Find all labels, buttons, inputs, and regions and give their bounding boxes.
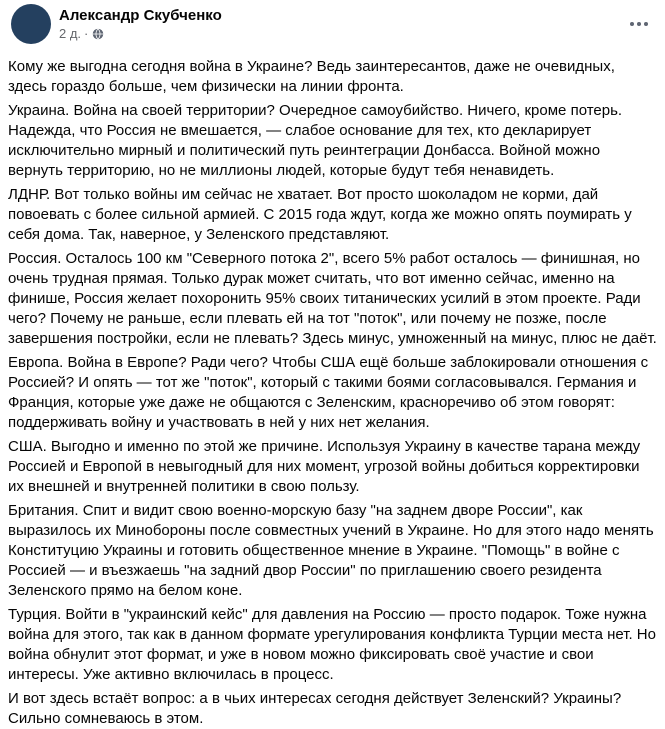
- author-avatar[interactable]: [11, 4, 51, 44]
- post-meta: [59, 26, 222, 42]
- ellipsis-dot: [630, 22, 634, 26]
- post-paragraph: Россия. Осталось 100 км "Северного потока 2", всего 5% работ осталось — финишная, но очень трудная прямая. Только дурак может считать, что вот именно сейчас, именно на финише, Россия желает похоронить 95% своих титанических усилий в этом проекте. Ради чего? Почему не раньше, если плевать ей на тот "поток", или почему не позже, после завершения постройки, если не плевать? Здесь минус, умноженный на минус, плюс не даёт.: [8, 250, 657, 347]
- globe-icon: [92, 28, 104, 40]
- post-paragraph: Британия. Спит и видит свою военно-морскую базу "на заднем дворе России", как выразилось их Минобороны после совместных учений в Украине. Но для этого надо менять Конституцию Украины и готовить общественное мнение в Украине. "Помощь" в войне с Россией — и въезжаешь "на задний двор России" по приглашению своего резидента Зеленского прямо на белом коне.: [8, 502, 654, 599]
- post-paragraph: Украина. Война на своей территории? Очередное самоубийство. Ничего, кроме потерь. Надежда, что Россия не вмешается, — слабое основание для тех, кто декларирует исключительно мирный и политический путь реинтеграции Донбасса. Войной можно вернуть территорию, но не миллионы людей, которые будут тебя ненавидеть.: [8, 102, 623, 179]
- post-paragraph: Турция. Войти в "украинский кейс" для давления на Россию — просто подарок. Тоже нужна война для этого, так как в данном формате урегулирования конфликта Турции места нет. Но война обнулит этот формат, и уже в новом можно фиксировать своё участие и свои интересы. Уже активно включилась в процесс.: [8, 606, 656, 683]
- post-paragraph: Европа. Война в Европе? Ради чего? Чтобы США ещё больше заблокировали отношения с Россией? И опять — тот же "поток", который с такими боями согласовывался. Германия и Франция, которые уже даже не общаются с Зеленским, красноречиво об этом говорят: поддерживать войну и участвовать в ней у них нет желания.: [8, 354, 649, 431]
- post-header-texts: [59, 4, 222, 42]
- post-paragraph: США. Выгодно и именно по этой же причине. Используя Украину в качестве тарана между Россией и Европой в невыгодный для них момент, угрозой войны добиться корректировки их внешней и внутренней политики в свою пользу.: [8, 438, 641, 495]
- ellipsis-dot: [637, 22, 641, 26]
- post-header: [0, 0, 665, 52]
- post-timestamp[interactable]: 2 д.: [59, 26, 82, 41]
- post-paragraph: Кому же выгодна сегодня война в Украине? Ведь заинтересантов, даже не очевидных, здесь гораздо больше, чем физически на линии фронта.: [8, 58, 615, 95]
- post-paragraph: ЛДНР. Вот только войны им сейчас не хватает. Вот просто шоколадом не корми, дай повоевать с более сильной армией. С 2015 года ждут, когда же можно опять поумирать у себя дома. Так, наверное, у Зеленского представляют.: [8, 186, 632, 243]
- author-name-link[interactable]: Александр Скубченко: [59, 7, 222, 24]
- post-paragraph: И вот здесь встаёт вопрос: а в чьих интересах сегодня действует Зеленский? Украины? Сильно сомневаюсь в этом.: [8, 690, 622, 727]
- more-options-button[interactable]: [623, 12, 655, 36]
- meta-separator: ·: [84, 26, 89, 41]
- post-body-text: [0, 52, 665, 729]
- ellipsis-dot: [644, 22, 648, 26]
